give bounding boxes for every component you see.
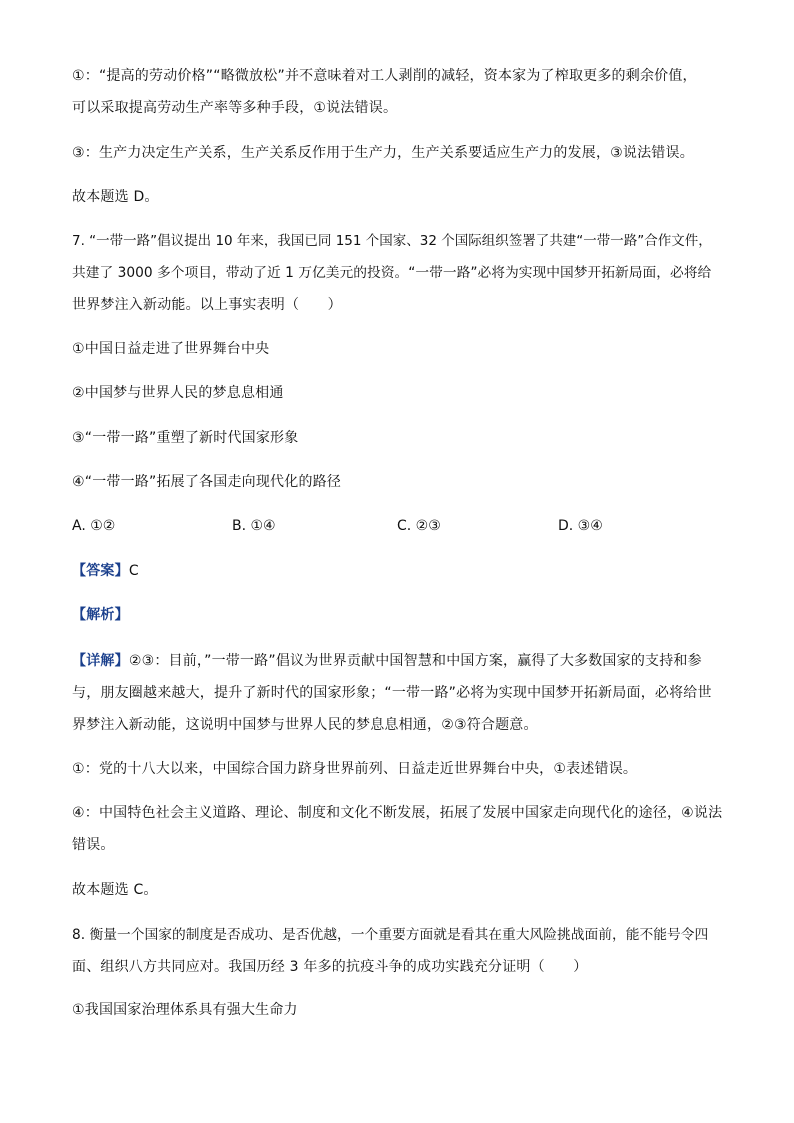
option-a: A. ①② xyxy=(72,518,116,534)
statement-item: ②中国梦与世界人民的梦息息相通 xyxy=(72,385,284,401)
text-line: ③：生产力决定生产关系，生产关系反作用于生产力，生产关系要适应生产力的发展，③说法错误。 xyxy=(72,145,694,161)
detail-line: 界梦注入新动能，这说明中国梦与世界人民的梦息息相通，②③符合题意。 xyxy=(72,717,538,733)
text-line: 可以采取提高劳动生产率等多种手段，①说法错误。 xyxy=(72,100,398,116)
detail-line: 与，朋友圈越来越大，提升了新时代的国家形象；“一带一路”必将为实现中国梦开拓新局面，必将给世 xyxy=(72,685,712,701)
statement-item: ③“一带一路”重塑了新时代国家形象 xyxy=(72,430,299,446)
document-page xyxy=(72,0,722,1123)
conclusion-line: 故本题选 D。 xyxy=(72,189,159,205)
detail-text: ②③：目前，”一带一路”倡议为世界贡献中国智慧和中国方案，赢得了大多数国家的支持和参 xyxy=(128,653,702,669)
statement-item: ①中国日益走进了世界舞台中央 xyxy=(72,341,270,357)
answer-value: C xyxy=(128,563,139,579)
question-7-stem: 世界梦注入新动能。以上事实表明（ ） xyxy=(72,297,342,313)
conclusion-line: 故本题选 C。 xyxy=(72,882,158,898)
question-8-stem: 8. 衡量一个国家的制度是否成功、是否优越，一个重要方面就是看其在重大风险挑战面前，能不能号令四 xyxy=(72,927,709,943)
note-line: ①：党的十八大以来，中国综合国力跻身世界前列、日益走近世界舞台中央，①表述错误。 xyxy=(72,761,638,777)
analysis-tag: 【解析】 xyxy=(72,607,129,623)
option-d: D. ③④ xyxy=(558,518,603,534)
note-line: 错误。 xyxy=(72,837,115,853)
detail-tag: 【详解】 xyxy=(72,653,129,669)
statement-item: ④“一带一路”拓展了各国走向现代化的路径 xyxy=(72,474,342,490)
text-line: ①：“提高的劳动价格”“略微放松”并不意味着对工人剥削的减轻，资本家为了榨取更多的剩余价值， xyxy=(72,68,697,84)
note-line: ④：中国特色社会主义道路、理论、制度和文化不断发展，拓展了发展中国家走向现代化的途径，④说法 xyxy=(72,805,723,821)
question-7-stem: 7. “一带一路”倡议提出 10 年来，我国已同 151 个国家、32 个国际组织签署了共建“一带一路”合作文件， xyxy=(72,233,712,249)
question-8-stem: 面、组织八方共同应对。我国历经 3 年多的抗疫斗争的成功实践充分证明（ ） xyxy=(72,959,588,975)
statement-item: ①我国国家治理体系具有强大生命力 xyxy=(72,1002,298,1018)
question-7-stem: 共建了 3000 多个项目，带动了近 1 万亿美元的投资。“一带一路”必将为实现中国梦开拓新局面，必将给 xyxy=(72,265,712,281)
analysis-line xyxy=(72,605,129,625)
option-c: C. ②③ xyxy=(397,518,441,534)
detail-line xyxy=(72,651,702,671)
answer-line xyxy=(72,561,139,581)
answer-tag: 【答案】 xyxy=(72,563,129,579)
option-b: B. ①④ xyxy=(232,518,276,534)
